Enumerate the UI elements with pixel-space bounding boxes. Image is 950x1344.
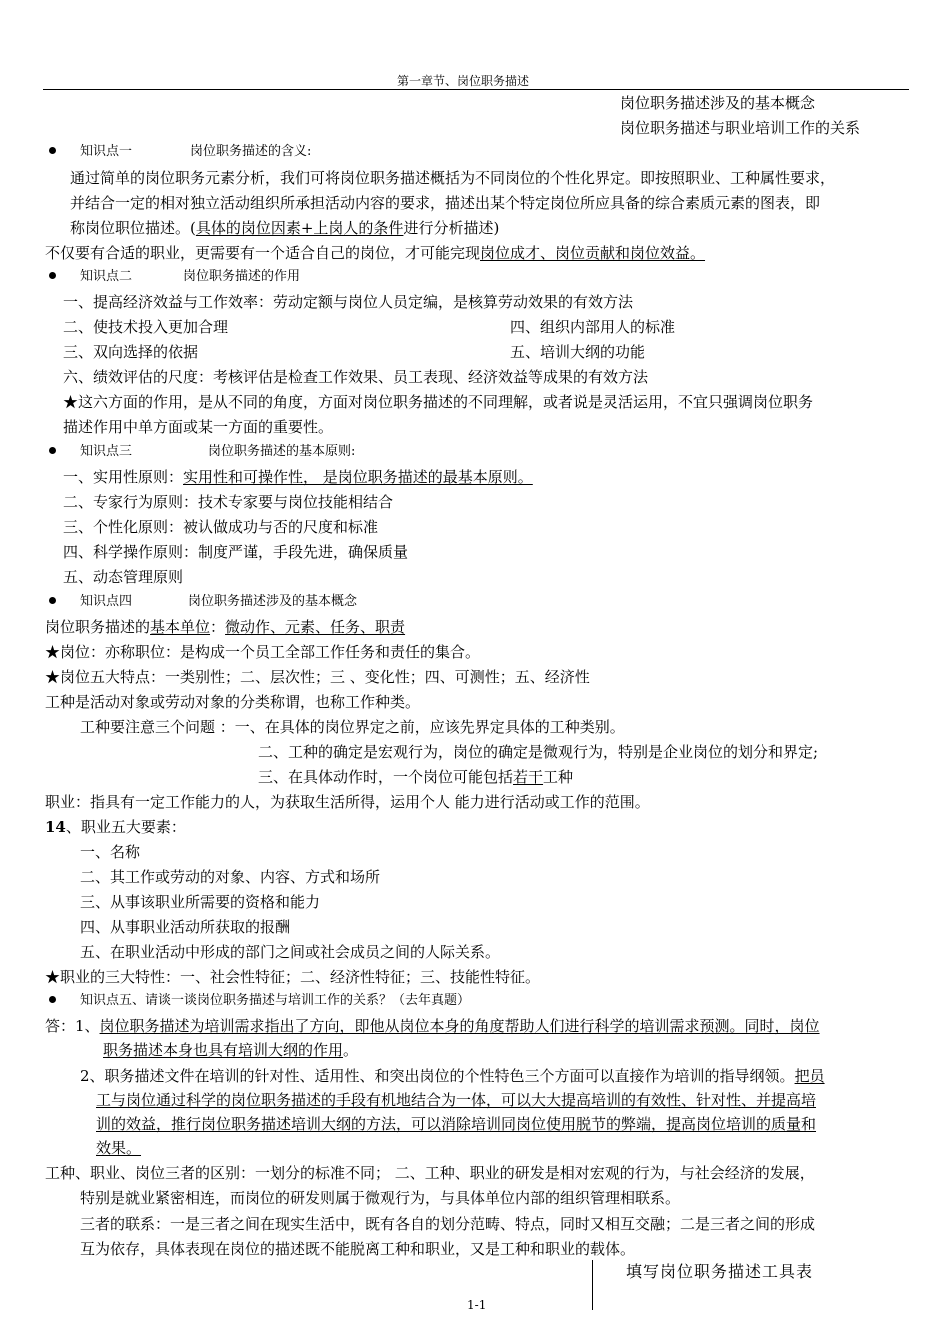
kp2-title: 岗位职务描述的作用 (183, 269, 301, 284)
overview-line-2: 岗位职务描述与职业培训工作的关系 (620, 119, 861, 137)
side-title: 填写岗位职务描述工具表 (626, 1262, 814, 1281)
kp3-rule-3: 三、个性化原则：被认做成功与否的尺度和标准 (63, 518, 379, 536)
kp1-para-3: 称岗位职位描述。(具体的岗位因素+上岗人的条件进行分析描述) (70, 219, 500, 237)
kp4-title: 岗位职务描述涉及的基本概念 (188, 594, 358, 609)
kp5-answer-1: 答：1、岗位职务描述为培训需求指出了方向，即他从岗位本身的角度帮助人们进行科学的培训需求预测。同时，岗位 (45, 1017, 820, 1035)
kp4-element-2: 二、其工作或劳动的对象、内容、方式和场所 (80, 868, 381, 886)
kp5-answer-2-line-4: 效果。 (96, 1139, 142, 1157)
kp4-elements-title: 14、职业五大要素： (45, 818, 186, 836)
kp2-note-2: 描述作用中单方面或某一方面的重要性。 (63, 418, 334, 436)
kp1-para-1: 通过简单的岗位职务元素分析，我们可将岗位职务描述概括为不同岗位的个性化界定。即按照职业、工种属性要求， (70, 169, 836, 187)
kp4-work-issue-2: 二、工种的确定是宏观行为，岗位的确定是微观行为，特别是企业岗位的划分和界定; (258, 743, 819, 761)
kp5-answer-2-line-3: 训的效益，推行岗位职务描述培训大纲的方法，可以消除培训同岗位使用脱节的弊端，提高岗位培训的质量和 (96, 1115, 817, 1133)
kp4-element-5: 五、在职业活动中形成的部门之间或社会成员之间的人际关系。 (80, 943, 501, 961)
side-divider (592, 1260, 593, 1310)
diff-line-3: 三者的联系：一是三者之间在现实生活中，既有各自的划分范畴、特点，同时又相互交融；二是三者之间的形成 (80, 1215, 816, 1233)
bullet-icon (49, 996, 56, 1003)
kp4-element-1: 一、名称 (80, 843, 141, 861)
diff-line-4: 互为依存，具体表现在岗位的描述既不能脱离工种和职业，又是工种和职业的载体。 (80, 1240, 636, 1258)
overview-line-1: 岗位职务描述涉及的基本概念 (620, 94, 816, 112)
kp5-title: 知识点五、请谈一谈岗位职务描述与培训工作的关系？（去年真题） (80, 993, 471, 1008)
kp3-title: 岗位职务描述的基本原则: (208, 444, 356, 459)
kp5-answer-2: 2、职务描述文件在培训的针对性、适用性、和突出岗位的个性特色三个方面可以直接作为培训的指导纲领。把员 (80, 1067, 825, 1085)
kp1-para-2: 并结合一定的相对独立活动组织所承担活动内容的要求，描述出某个特定岗位所应具备的综合素质元素的图表，即 (70, 194, 821, 212)
kp4-work-issue-1: 工种要注意三个问题 ：一、在具体的岗位界定之前，应该先界定具体的工种类别。 (80, 718, 625, 736)
page-header: 第一章节、岗位职务描述 (397, 74, 530, 88)
bullet-icon (49, 597, 56, 604)
kp2-item-5: 五、培训大纲的功能 (510, 343, 646, 361)
kp2-item-2: 二、使技术投入更加合理 (63, 318, 229, 336)
kp4-basic-unit: 岗位职务描述的基本单位：微动作、元素、任务、职责 (45, 618, 406, 636)
kp1-title: 岗位职务描述的含义: (190, 144, 312, 159)
kp4-five-features: ★岗位五大特点：一类别性；二、层次性；三 、变化性；四、可测性；五、经济性 (45, 668, 590, 686)
kp2-item-4: 四、组织内部用人的标准 (510, 318, 676, 336)
kp5-answer-2-line-2: 工与岗位通过科学的岗位职务描述的手段有机地结合为一体，可以大大提高培训的有效性、针对性、并提高培 (96, 1091, 817, 1109)
kp2-item-3: 三、双向选择的依据 (63, 343, 199, 361)
kp4-work-issue-3: 三、在具体动作时，一个岗位可能包括若干工种 (258, 768, 574, 786)
kp3-label: 知识点三 (80, 444, 133, 459)
diff-line-1: 工种、职业、岗位三者的区别：一划分的标准不同； 二、工种、职业的研发是相对宏观的行为，与社会经济的发展， (45, 1164, 815, 1182)
kp1-label: 知识点一 (80, 144, 133, 159)
kp4-work-type: 工种是活动对象或劳动对象的分类称谓，也称工作种类。 (45, 693, 421, 711)
kp3-rule-5: 五、动态管理原则 (63, 568, 184, 586)
kp5-answer-1-cont: 职务描述本身也具有培训大纲的作用。 (103, 1041, 359, 1059)
kp3-rule-1: 一、实用性原则：实用性和可操作性， 是岗位职务描述的最基本原则。 (63, 468, 533, 486)
kp2-label: 知识点二 (80, 269, 133, 284)
kp4-three-traits: ★职业的三大特性：一、社会性特征；二、经济性特征；三、技能性特征。 (45, 968, 541, 986)
diff-line-2: 特别是就业紧密相连，而岗位的研发则属于微观行为，与具体单位内部的组织管理相联系。 (80, 1189, 681, 1207)
bullet-icon (49, 272, 56, 279)
kp2-item-1: 一、提高经济效益与工作效率：劳动定额与岗位人员定编，是核算劳动效果的有效方法 (63, 293, 634, 311)
kp4-element-4: 四、从事职业活动所获取的报酬 (80, 918, 291, 936)
kp3-rule-2: 二、专家行为原则：技术专家要与岗位技能相结合 (63, 493, 394, 511)
bullet-icon (49, 147, 56, 154)
kp4-post: ★岗位：亦称职位：是构成一个员工全部工作任务和责任的集合。 (45, 643, 481, 661)
kp4-label: 知识点四 (80, 594, 133, 609)
kp4-career: 职业：指具有一定工作能力的人，为获取生活所得，运用个人 能力进行活动或工作的范围。 (45, 793, 650, 811)
bullet-icon (49, 447, 56, 454)
kp1-para-4: 不仅要有合适的职业，更需要有一个适合自己的岗位，才可能完现岗位成才、岗位贡献和岗位效益。 (45, 244, 706, 262)
kp3-rule-4: 四、科学操作原则：制度严谨，手段先进，确保质量 (63, 543, 409, 561)
kp2-note-1: ★这六方面的作用，是从不同的角度，方面对岗位职务描述的不同理解，或者说是灵活运用，不宜只强调岗位职务 (63, 393, 814, 411)
page-number: 1-1 (467, 1298, 487, 1312)
header-rule (43, 89, 909, 90)
kp4-element-3: 三、从事该职业所需要的资格和能力 (80, 893, 321, 911)
kp2-item-6: 六、绩效评估的尺度：考核评估是检查工作效果、员工表现、经济效益等成果的有效方法 (63, 368, 649, 386)
